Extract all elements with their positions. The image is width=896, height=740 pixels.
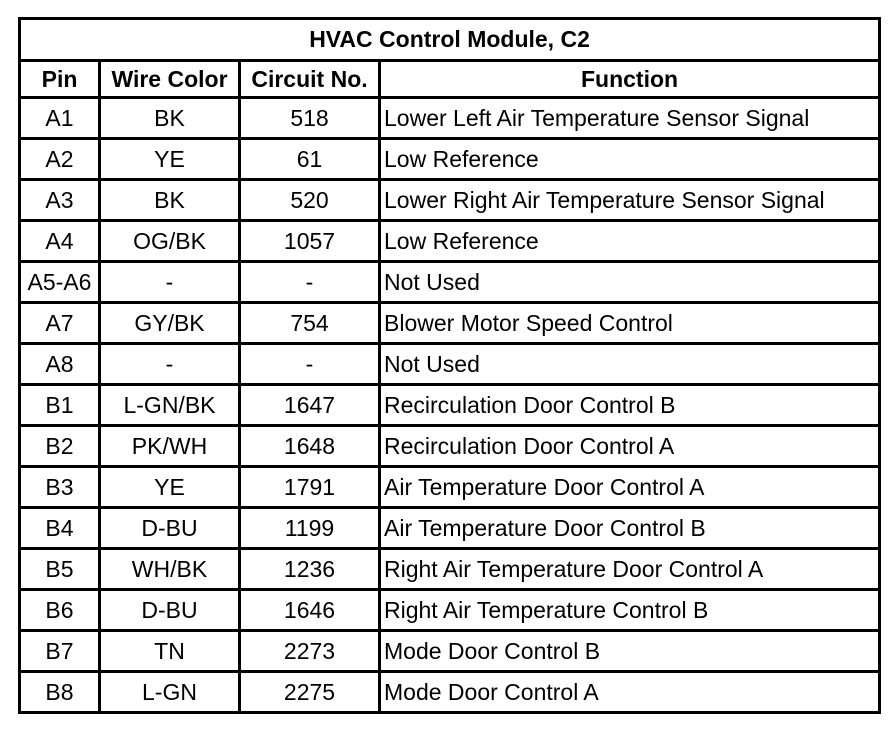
wire-color-cell: GY/BK xyxy=(100,303,240,344)
circuit-no-cell: 61 xyxy=(240,139,380,180)
function-cell: Mode Door Control A xyxy=(380,672,880,713)
wire-color-cell: OG/BK xyxy=(100,221,240,262)
wire-color-cell: BK xyxy=(100,180,240,221)
wire-color-cell: D-BU xyxy=(100,590,240,631)
pin-cell: B6 xyxy=(20,590,100,631)
pin-cell: A3 xyxy=(20,180,100,221)
pin-cell: B2 xyxy=(20,426,100,467)
header-wire-color: Wire Color xyxy=(100,61,240,98)
circuit-no-cell: - xyxy=(240,262,380,303)
pin-cell: B1 xyxy=(20,385,100,426)
pin-cell: B8 xyxy=(20,672,100,713)
table-row xyxy=(20,467,880,508)
wire-color-cell: - xyxy=(100,344,240,385)
table-title-row xyxy=(20,19,880,61)
table-row xyxy=(20,221,880,262)
wire-color-cell: YE xyxy=(100,467,240,508)
circuit-no-cell: 518 xyxy=(240,98,380,139)
pin-cell: A4 xyxy=(20,221,100,262)
function-cell: Air Temperature Door Control B xyxy=(380,508,880,549)
circuit-no-cell: 1791 xyxy=(240,467,380,508)
wire-color-cell: PK/WH xyxy=(100,426,240,467)
function-cell: Low Reference xyxy=(380,139,880,180)
table-row xyxy=(20,508,880,549)
table-row xyxy=(20,590,880,631)
table-row xyxy=(20,180,880,221)
wire-color-cell: L-GN xyxy=(100,672,240,713)
circuit-no-cell: 1057 xyxy=(240,221,380,262)
pin-cell: B3 xyxy=(20,467,100,508)
pin-cell: B5 xyxy=(20,549,100,590)
table-row xyxy=(20,549,880,590)
table-title: HVAC Control Module, C2 xyxy=(20,19,880,61)
function-cell: Low Reference xyxy=(380,221,880,262)
function-cell: Not Used xyxy=(380,344,880,385)
function-cell: Right Air Temperature Control B xyxy=(380,590,880,631)
table-row xyxy=(20,344,880,385)
function-cell: Right Air Temperature Door Control A xyxy=(380,549,880,590)
function-cell: Recirculation Door Control A xyxy=(380,426,880,467)
header-pin: Pin xyxy=(20,61,100,98)
table-row xyxy=(20,385,880,426)
pin-cell: A7 xyxy=(20,303,100,344)
circuit-no-cell: 1647 xyxy=(240,385,380,426)
connector-pinout-table xyxy=(18,17,881,714)
circuit-no-cell: 520 xyxy=(240,180,380,221)
table-row xyxy=(20,303,880,344)
wire-color-cell: D-BU xyxy=(100,508,240,549)
header-function: Function xyxy=(380,61,880,98)
pin-cell: A2 xyxy=(20,139,100,180)
wire-color-cell: - xyxy=(100,262,240,303)
function-cell: Not Used xyxy=(380,262,880,303)
table-row xyxy=(20,98,880,139)
table-row xyxy=(20,139,880,180)
wire-color-cell: WH/BK xyxy=(100,549,240,590)
circuit-no-cell: 1648 xyxy=(240,426,380,467)
function-cell: Lower Left Air Temperature Sensor Signal xyxy=(380,98,880,139)
table-row xyxy=(20,672,880,713)
circuit-no-cell: 2275 xyxy=(240,672,380,713)
table-row xyxy=(20,262,880,303)
table-header-row xyxy=(20,61,880,98)
function-cell: Mode Door Control B xyxy=(380,631,880,672)
pin-cell: A1 xyxy=(20,98,100,139)
pin-cell: B7 xyxy=(20,631,100,672)
function-cell: Air Temperature Door Control A xyxy=(380,467,880,508)
circuit-no-cell: 1236 xyxy=(240,549,380,590)
pin-cell: B4 xyxy=(20,508,100,549)
function-cell: Recirculation Door Control B xyxy=(380,385,880,426)
circuit-no-cell: 1199 xyxy=(240,508,380,549)
wire-color-cell: BK xyxy=(100,98,240,139)
function-cell: Blower Motor Speed Control xyxy=(380,303,880,344)
wire-color-cell: TN xyxy=(100,631,240,672)
circuit-no-cell: - xyxy=(240,344,380,385)
function-cell: Lower Right Air Temperature Sensor Signal xyxy=(380,180,880,221)
circuit-no-cell: 754 xyxy=(240,303,380,344)
table-row xyxy=(20,631,880,672)
table-row xyxy=(20,426,880,467)
header-circuit-no: Circuit No. xyxy=(240,61,380,98)
pin-cell: A5-A6 xyxy=(20,262,100,303)
pin-cell: A8 xyxy=(20,344,100,385)
circuit-no-cell: 2273 xyxy=(240,631,380,672)
wire-color-cell: YE xyxy=(100,139,240,180)
circuit-no-cell: 1646 xyxy=(240,590,380,631)
wire-color-cell: L-GN/BK xyxy=(100,385,240,426)
